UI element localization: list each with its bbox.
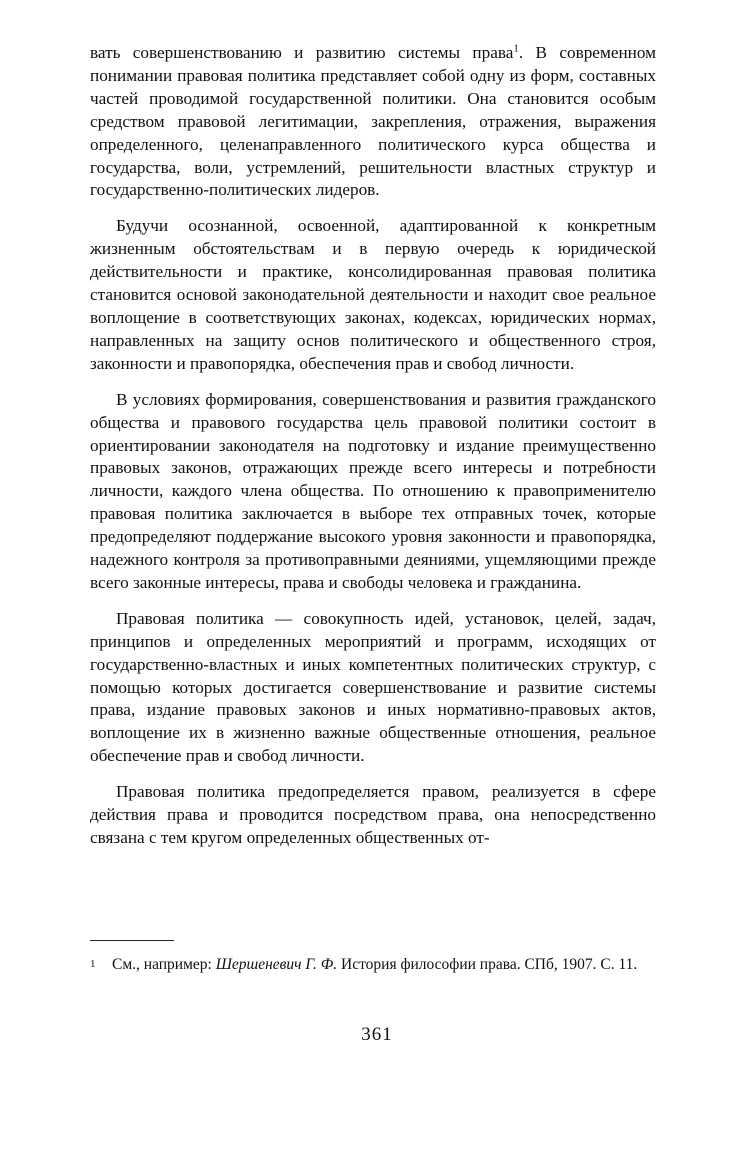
paragraph-4: Правовая политика — совокупность идей, установок, целей, задач, принципов и определенных мероприятий и программ, исходящих от государственно-властных и иных компетентных политических структур, с помощью которых достигается совершенствование и развитие системы права, издание правовых законов и иных нормативно-правовых актов, воплощение их в жизненно важные общественные отношения, реальное обеспечение прав и свобод личности. bbox=[90, 608, 656, 766]
paragraph-3: В условиях формирования, совершенствования и развития гражданского общества и правового государства цель правовой политики состоит в ориентировании законодателя на подготовку и издание преимущественно правовых законов, отражающих прежде всего интересы и потребности личности, каждого члена общества. По отношению к правоприменителю правовая политика заключается в выборе тех отправных точек, которые предопределяют поддержание высокого уровня законности и правопорядка, надежного контроля за противоправными деяниями, ущемляющими прежде всего законные интересы, права и свободы человека и гражданина. bbox=[90, 389, 656, 592]
footnote-text bbox=[112, 954, 652, 975]
paragraph-1-text-start: вать совершенствованию и развитию системы права bbox=[90, 43, 514, 62]
footnote-prefix: См., например: bbox=[112, 956, 216, 973]
paragraph-1 bbox=[90, 42, 656, 202]
footnote-number: 1 bbox=[90, 958, 96, 970]
footnote-reference-mark: 1 bbox=[513, 42, 519, 55]
page-number: 361 bbox=[361, 1024, 393, 1045]
footnote-citation: История философии права. СПб, 1907. С. 11. bbox=[337, 956, 638, 973]
paragraph-2: Будучи осознанной, освоенной, адаптированной к конкретным жизненным обстоятельствам и в первую очередь к юридической действительности и практике, консолидированная правовая политика становится основой законодательной деятельности и находит свое реальное воплощение в соответствующих законах, кодексах, юридических нормах, направленных на защиту основ политического и общественного строя, законности и правопорядка, обеспечения прав и свобод личности. bbox=[90, 216, 656, 373]
paragraph-5: Правовая политика предопределяется правом, реализуется в сфере действия права и проводится посредством права, она непосредственно связана с тем кругом определенных общественных от- bbox=[90, 782, 656, 847]
page-body bbox=[90, 42, 656, 850]
footnote-separator bbox=[90, 940, 174, 941]
paragraph-1-text-end: . В современном понимании правовая политика представляет собой одну из форм, составных частей проводимой государственной политики. Она становится особым средством правовой легитимации, закрепления, отражения, выражения определенного, целенаправленного политического курса общества и государства, воли, устремлений, решительности властных структур и государственно-политических лидеров. bbox=[90, 43, 656, 200]
footnote-author: Шершеневич Г. Ф. bbox=[215, 956, 338, 973]
footnote bbox=[90, 954, 656, 975]
